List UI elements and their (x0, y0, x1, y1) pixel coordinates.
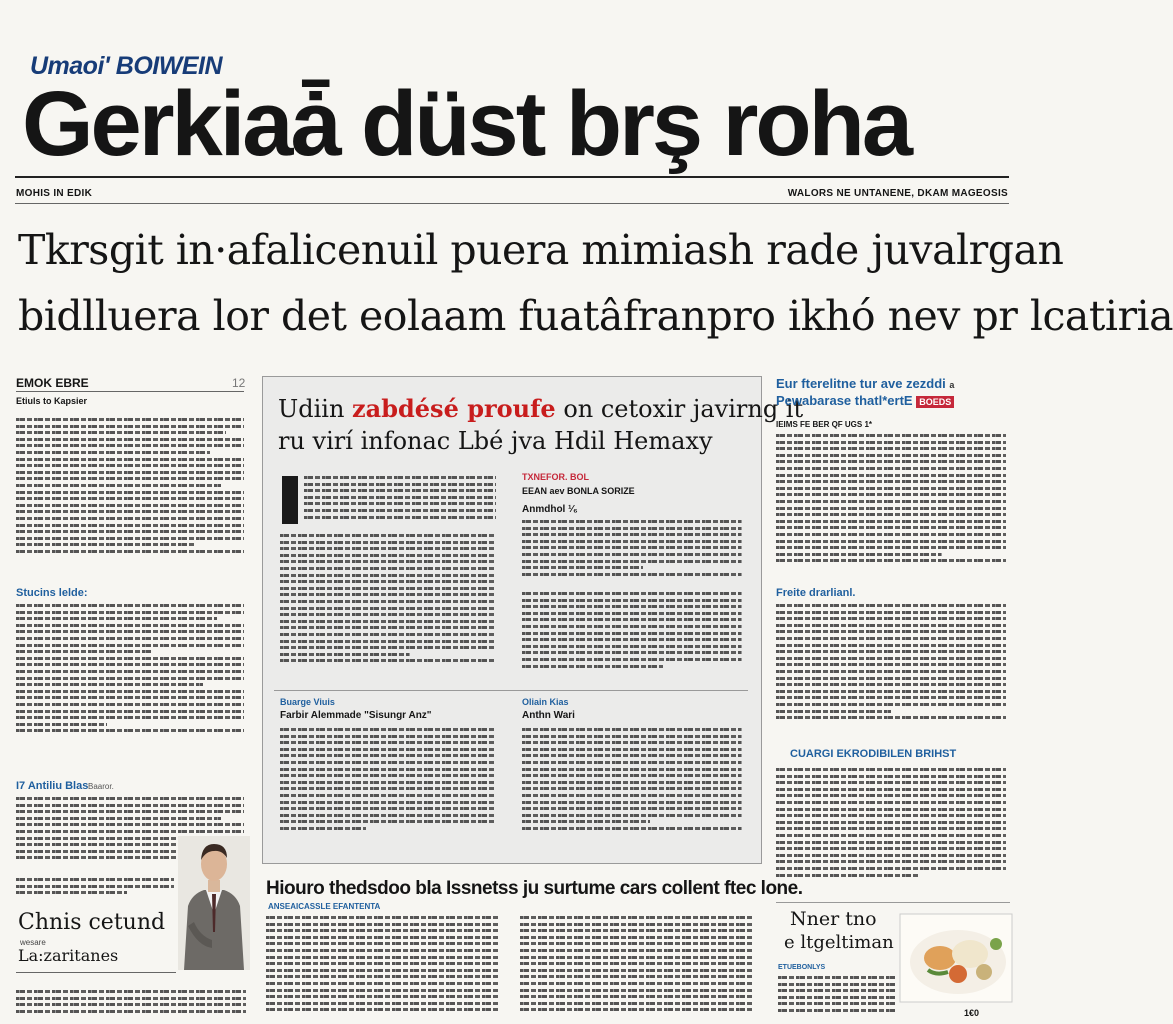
left-subhead-1: Stucins lelde: (16, 587, 88, 599)
right-head-1-mark: a (949, 380, 955, 390)
feature-box-right-small: Oliain Kias (522, 697, 569, 707)
right-body-text-2 (776, 604, 1006, 740)
left-body-text-2 (16, 604, 244, 772)
masthead-kicker: Umaoi' BOIWEIN (30, 52, 223, 80)
promo-tag: ETUEBONLYS (778, 964, 826, 971)
feature-body-c (522, 520, 742, 588)
left-body-text-1 (16, 418, 244, 578)
feature-title-line2: ru virí infonac Lbé jva Hdil Hemaxy (278, 427, 713, 455)
right-body-text-3 (776, 768, 1006, 894)
left-section-rule (16, 391, 244, 392)
left-subhead-2-tag: Baaror. (88, 782, 114, 791)
masthead-right-meta: WALORS NE UNTANENE, DKAM MAGEOSIS (787, 188, 1008, 199)
right-subhead-1: Freite drarlianl. (776, 587, 856, 599)
feature-box-right-head: Anthn Wari (522, 710, 575, 721)
feature-body-d (522, 592, 742, 686)
feature-dropcap (282, 476, 298, 524)
feature-title-highlight: zabdésé proufe (352, 394, 556, 423)
masthead-title: Gerkiaǡ düst brş roha (22, 73, 910, 175)
feature-inner-rule (274, 690, 748, 691)
left-subhead-2: I7 Antiliu Blas (16, 780, 89, 792)
right-head-2 (776, 393, 954, 408)
bottom-headline: Hiouro thedsdoo bla Issnetss ju surtume cars collent ftec lone. (266, 878, 803, 899)
feature-title-c: on cetoxir javirng it (563, 395, 804, 423)
promo-title-line1: Nner tno (790, 908, 877, 930)
feature-right-tag: TXNEFOR. BOL (522, 472, 589, 482)
page-number: 1€0 (964, 1008, 980, 1018)
left-body-text-5 (16, 990, 246, 1020)
feature-right-col-head: Anmdhol ¹⁄₆ (522, 504, 578, 515)
feature-title-a: Udiin (278, 395, 345, 423)
left-body-text-4 (16, 878, 174, 906)
right-head-2-tag: BOEDS (916, 396, 954, 408)
lead-headline-line2: bidlluera lor det eolaam fuatâfranpro ikhó nev pr lcatiria (18, 292, 1173, 340)
right-head-1 (776, 376, 954, 391)
promo-title-line2: e ltgeltiman (784, 932, 894, 953)
right-head-2-text: Pewabarase thatl*ertE (776, 393, 913, 408)
feature-box-left-small: Buarge Viuis (280, 697, 335, 707)
feature-title-line1 (278, 392, 803, 426)
right-body-text-1 (776, 434, 1006, 580)
caption-title: Chnis cetund (18, 910, 166, 935)
masthead-left-meta: MOHIS IN EDIK (16, 188, 93, 199)
food-photo (900, 914, 1012, 1002)
left-section-number: 12 (232, 376, 246, 390)
masthead-rule (15, 176, 1009, 178)
feature-body-b (280, 534, 496, 684)
bottom-body-a (266, 916, 498, 1022)
feature-body-a (304, 476, 496, 528)
feature-body-f (522, 728, 742, 846)
left-byline: Etiuls to Kapsier (16, 396, 88, 406)
portrait-photo (178, 836, 250, 970)
lead-headline-line1: Tkrsgit in·afalicenuil puera mimiash rade juvalrgan (18, 226, 1064, 274)
left-section-label: EMOK EBRE (16, 376, 89, 390)
caption-rule (16, 972, 176, 973)
promo-body-text (778, 976, 896, 1022)
feature-right-sub: EEAN aev BONLA SORIZE (522, 486, 635, 496)
caption-small: wesare (20, 938, 46, 947)
caption-subtitle: La:zaritanes (18, 946, 119, 965)
right-head-1-text: Eur fterelitne tur ave zezddi (776, 376, 946, 391)
right-subhead-2: CUARGI EKRODIBILEN BRIHST (790, 748, 957, 760)
bottom-body-b (520, 916, 752, 1022)
bottom-byline: ANSEAICASSLE EFANTENTA (268, 902, 381, 911)
feature-body-e (280, 728, 496, 846)
right-byline: IEIMS FE BER QF UGS 1* (776, 420, 873, 429)
feature-box-left-head: Farbir Alemmade "Sisungr Anz" (280, 710, 432, 721)
masthead-subrule (15, 203, 1009, 204)
